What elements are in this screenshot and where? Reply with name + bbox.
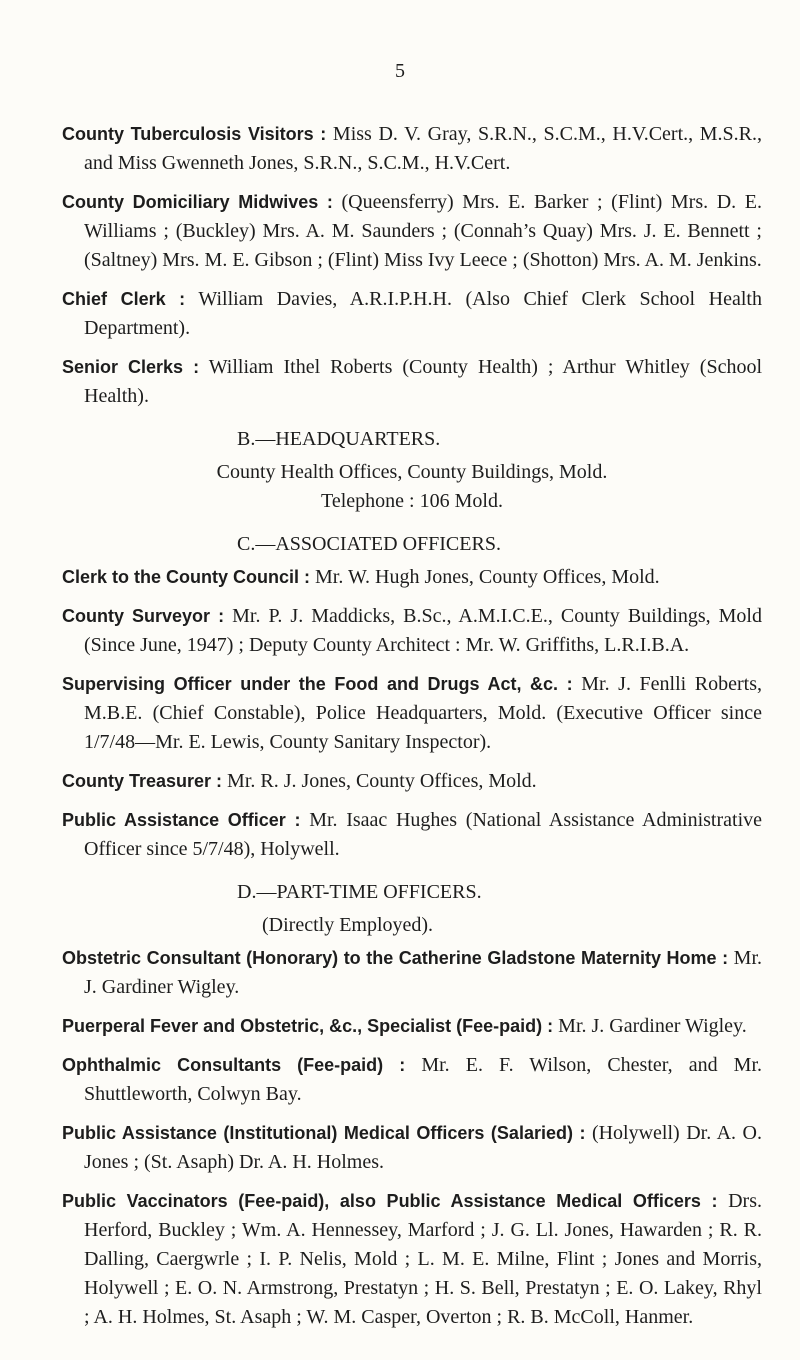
entry-puerperal-fever-specialist	[62, 1012, 762, 1041]
entry-label: Senior Clerks :	[62, 357, 200, 377]
entry-text: Mr. P. J. Maddicks, B.Sc., A.M.I.C.E., County Buildings, Mold (Since June, 1947) ; Deputy County Architect : Mr. W. Griffiths, L.R.I.B.A.	[84, 605, 762, 656]
entry-label: Public Assistance (Institutional) Medical Officers (Salaried) :	[62, 1123, 586, 1143]
entry-text: William Davies, A.R.I.P.H.H. (Also Chief Clerk School Health Department).	[84, 288, 762, 339]
document-body	[62, 120, 762, 1342]
entry-label: County Treasurer :	[62, 771, 223, 791]
entry-label: Chief Clerk :	[62, 289, 186, 309]
entry-text: Drs. Herford, Buckley ; Wm. A. Hennessey, Marford ; J. G. Ll. Jones, Hawarden ; R. R. Dalling, Caergwrle ; I. P. Nelis, Mold ; L. M. E. Milne, Flint ; Jones and Morris, Holywell ; E. O. N. Armstrong, Prestatyn ; H. S. Bell, Prestatyn ; E. O. Lakey, Rhyl ; A. H. Holmes, St. Asaph ; W. M. Casper, Overton ; R. B. McColl, Hanmer.	[84, 1190, 762, 1328]
entry-institutional-medical-officers	[62, 1119, 762, 1177]
entry-label: County Tuberculosis Visitors :	[62, 124, 327, 144]
entry-label: County Domiciliary Midwives :	[62, 192, 333, 212]
entry-clerk-county-council	[62, 563, 762, 592]
entry-ophthalmic-consultants	[62, 1051, 762, 1109]
entry-label: Public Vaccinators (Fee-paid), also Public Assistance Medical Officers :	[62, 1191, 718, 1211]
entry-label: Public Assistance Officer :	[62, 810, 301, 830]
entry-text: Mr. J. Gardiner Wigley.	[558, 1015, 747, 1037]
headquarters-telephone: Telephone : 106 Mold.	[321, 490, 503, 512]
entry-text: William Ithel Roberts (County Health) ; Arthur Whitley (School Health).	[84, 356, 763, 407]
entry-chief-clerk	[62, 285, 762, 343]
entry-domiciliary-midwives	[62, 188, 762, 275]
page-number: 5	[395, 60, 405, 82]
entry-supervising-officer	[62, 670, 762, 757]
entry-county-surveyor	[62, 602, 762, 660]
section-c-heading: C.—ASSOCIATED OFFICERS.	[237, 533, 501, 555]
entry-label: County Surveyor :	[62, 606, 225, 626]
entry-obstetric-consultant	[62, 944, 762, 1002]
entry-senior-clerks	[62, 353, 762, 411]
entry-public-vaccinators	[62, 1187, 762, 1332]
entry-label: Clerk to the County Council :	[62, 567, 311, 587]
entry-text: Mr. Isaac Hughes (National Assistance Administrative Officer since 5/7/48), Holywell.	[84, 809, 762, 860]
section-d-subheading: (Directly Employed).	[262, 914, 434, 936]
entry-tuberculosis-visitors	[62, 120, 762, 178]
entry-public-assistance-officer	[62, 806, 762, 864]
entry-text: Mr. W. Hugh Jones, County Offices, Mold.	[315, 566, 660, 588]
entry-text: Mr. R. J. Jones, County Offices, Mold.	[227, 770, 537, 792]
entry-label: Ophthalmic Consultants (Fee-paid) :	[62, 1055, 406, 1075]
entry-text: Mr. J. Gardiner Wigley.	[84, 947, 762, 998]
entry-label: Obstetric Consultant (Honorary) to the Catherine Gladstone Maternity Home :	[62, 948, 729, 968]
entry-text: Mr. E. F. Wilson, Chester, and Mr. Shuttleworth, Colwyn Bay.	[84, 1054, 762, 1105]
entry-county-treasurer	[62, 767, 762, 796]
section-d-heading: D.—PART-TIME OFFICERS.	[237, 881, 482, 903]
entry-text: (Queensferry) Mrs. E. Barker ; (Flint) Mrs. D. E. Williams ; (Buckley) Mrs. A. M. Saunders ; (Connah’s Quay) Mrs. J. E. Bennett ; (Saltney) Mrs. M. E. Gibson ; (Flint) Miss Ivy Leece ; (Shotton) Mrs. A. M. Jenkins.	[84, 191, 762, 271]
entry-label: Puerperal Fever and Obstetric, &c., Specialist (Fee-paid) :	[62, 1016, 554, 1036]
entry-text: Mr. J. Fenlli Roberts, M.B.E. (Chief Constable), Police Headquarters, Mold. (Executive Officer since 1/7/48—Mr. E. Lewis, County Sanitary Inspector).	[84, 673, 762, 753]
entry-text: Miss D. V. Gray, S.R.N., S.C.M., H.V.Cert., M.S.R., and Miss Gwenneth Jones, S.R.N., S.C.M., H.V.Cert.	[84, 123, 763, 174]
entry-label: Supervising Officer under the Food and Drugs Act, &c. :	[62, 674, 573, 694]
headquarters-address: County Health Offices, County Buildings, Mold.	[216, 461, 608, 483]
section-b-heading: B.—HEADQUARTERS.	[237, 428, 441, 450]
entry-text: (Holywell) Dr. A. O. Jones ; (St. Asaph) Dr. A. H. Holmes.	[84, 1122, 762, 1173]
